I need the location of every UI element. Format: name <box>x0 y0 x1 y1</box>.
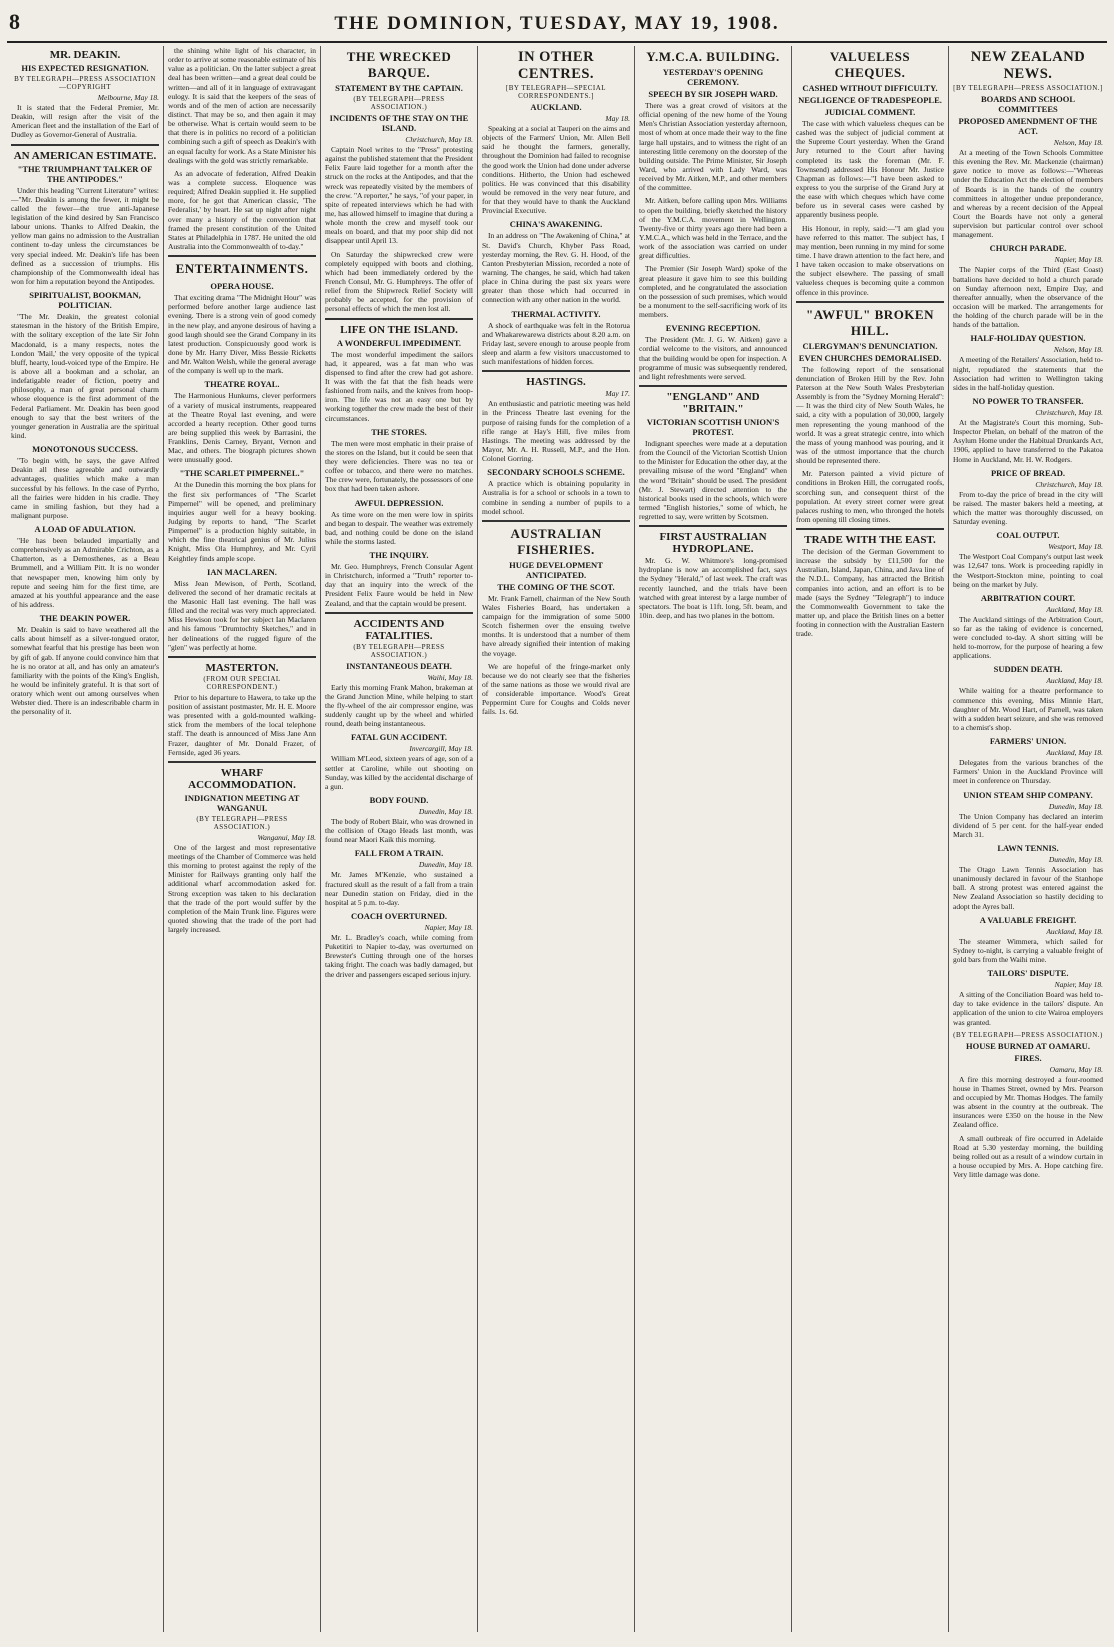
article-dateline: Dunedin, May 18. <box>418 860 473 870</box>
article <box>796 301 944 466</box>
divider <box>168 761 316 763</box>
article-text: Mr. Geo. Humphreys, French Consular Agent in Christchurch, informed a "Truth" reporter to-day that an inquiry into the wreck of the President Felix Faure would be held in New Zealand, and that the captain would be present. <box>325 562 473 608</box>
divider <box>482 370 630 372</box>
article-text: The most wonderful impediment the sailors had, it appeared, was a fat man who was dispensed to find after the crew had got ashore. It was with the fat that the fish heads were fashioned from nails, and the knives from hoop-iron. The life was not an easy one but by working together the crew made the best of their circumstances. <box>325 349 473 423</box>
article-section-heading: CHINA'S AWAKENING. <box>509 219 603 230</box>
article-text: A practice which is obtaining popularity in Australia is for a school or schools in a town to combine in sending a number of pupils to a model school. <box>482 479 630 516</box>
divider <box>482 520 630 522</box>
article-dateline: Nelson, May 18. <box>1053 345 1103 355</box>
column-7 <box>949 46 1107 1632</box>
article-section-heading: FIRES. <box>1014 1052 1042 1063</box>
article-dateline: Auckland, May 18. <box>1046 676 1103 686</box>
article-text: As an advocate of federation, Alfred Deakin was a complete success. Eloquence was required; Alfred Deakin supplied it. He supplied more, for he got that American classic, 'The Federalist,' by heart. He sat up night after night over many a history of the convention that framed the present constitution of the United States at Philadelphia in 1787. He united the old Australia into the Commonwealth of to-day." <box>168 168 316 251</box>
article-byline: (BY TELEGRAPH—PRESS ASSOCIATION.) <box>953 1030 1103 1039</box>
article-text: The body of Robert Blair, who was drowned in the collision of Otago Heads last month, was found near Maori Kaik this morning. <box>325 817 473 845</box>
article <box>325 732 473 791</box>
article-dateline: Christchurch, May 18. <box>405 135 473 144</box>
article-dateline: Auckland, May 18. <box>1046 748 1103 758</box>
article-section-heading: ARBITRATION COURT. <box>980 592 1076 603</box>
article-headline: "ENGLAND" AND "BRITAIN." <box>666 390 760 415</box>
article-text: The Auckland sittings of the Arbitration Court, so far as the taking of evidence is concerned, were concluded to-day. A short sitting will be held to-morrow, for the purpose of hearing a few applications. <box>953 614 1103 661</box>
article-text: We are hopeful of the fringe-market only because we do not clearly see that the fisheries of the same nations as those we would rival are of considerable importance. Wood's Great Peppermint Cure for Coughs and Colds never fails. 1s. 6d. <box>482 661 630 717</box>
article-section-heading: THE DEAKIN POWER. <box>39 613 131 624</box>
article-byline: [BY TELEGRAPH—SPECIAL CORRESPONDENTS.] <box>505 84 607 100</box>
article-section-heading: EVEN CHURCHES DEMORALISED. <box>798 352 942 363</box>
article <box>325 795 473 844</box>
article-section-heading: HOUSE BURNED AT OAMARU. <box>966 1040 1090 1051</box>
article <box>11 613 159 716</box>
article-section-heading: THE INQUIRY. <box>369 550 429 561</box>
article <box>325 427 473 494</box>
article <box>168 761 316 934</box>
article <box>796 469 944 524</box>
columns <box>7 46 1107 1632</box>
article-text: A shock of earthquake was felt in the Rotorua and Whakarewarewa districts about 8.20 a.m. on Friday last, severe enough to arouse people from sleep and alarm a few visitors unaccustomed to such manifestations of hidden forces. <box>482 320 630 367</box>
divider <box>168 656 316 658</box>
article-headline: MASTERTON. <box>205 661 279 674</box>
article-subhead: "THE TRIUMPHANT TALKER OF THE ANTIPODES." <box>17 163 153 184</box>
article-subhead: CASHED WITHOUT DIFFICULTY. <box>802 83 938 93</box>
article-headline: TRADE WITH THE EAST. <box>804 534 936 547</box>
divider <box>325 612 473 614</box>
article-dateline: Invercargill, May 18. <box>409 744 473 754</box>
article-byline: (FROM OUR SPECIAL CORRESPONDENT.) <box>203 674 281 691</box>
article <box>11 524 159 609</box>
article-dateline: Dunedin, May 18. <box>1048 855 1103 865</box>
article-text: From to-day the price of bread in the city will be raised. The master bakers held a meeting, at which the matter was thoroughly discussed, on Saturday evening. <box>953 489 1103 527</box>
article-headline: THE WRECKED BARQUE. <box>346 49 452 80</box>
article <box>953 664 1103 732</box>
article-dateline: Dunedin, May 18. <box>418 807 473 817</box>
article <box>325 550 473 608</box>
article-text: Mr. Aitken, before calling upon Mrs. Williams to open the building, briefly sketched the history of the Y.M.C.A. movement in Wellington. Twenty-five or thirty years ago there had been a Y.M.C.A., which was held in the Terrace, and the work of the association was carried on under great difficulties. <box>639 196 787 261</box>
article-byline: [BY TELEGRAPH—PRESS ASSOCIATION.] <box>953 84 1103 92</box>
article <box>796 49 944 220</box>
column-6 <box>792 46 949 1632</box>
article <box>953 468 1103 527</box>
article-text: The Premier (Sir Joseph Ward) spoke of the great pleasure it gave him to see this building completed, and he congratulated the association on the possession of such premises, which would be a monument to the self-sacrificing work of its members. <box>639 264 787 320</box>
article-headline: LIFE ON THE ISLAND. <box>340 323 458 336</box>
article-section-heading: LAWN TENNIS. <box>997 843 1059 854</box>
article-text: A meeting of the Retailers' Association, held to-night, repudiated the statements that the Association had written to Wellington taking sides in the half-holiday question. <box>953 355 1103 392</box>
article-dateline: Dunedin, May 18. <box>1048 801 1103 811</box>
article-text: The steamer Wimmera, which sailed for Sydney to-night, is carrying a valuable freight of gold bars from the Waihi mine. <box>953 936 1103 965</box>
article-text: While waiting for a theatre performance to commence this evening, Miss Minnie Hart, daughter of Mr. Wood Hart, of Parnell, was taken with a sudden heart seizure, and she was removed to a chemist's shop. <box>953 686 1103 733</box>
article <box>168 169 316 251</box>
article <box>325 250 473 314</box>
article <box>11 290 159 440</box>
article-dateline: Melbourne, May 18. <box>97 93 159 102</box>
article <box>953 49 1103 239</box>
article <box>168 255 316 277</box>
article-subhead: CLERGYMAN'S DENUNCIATION. <box>802 340 938 351</box>
article <box>639 323 787 381</box>
article-section-heading: CHURCH PARADE. <box>989 243 1067 254</box>
article-dateline: Auckland, May 18. <box>1046 926 1103 936</box>
article-dateline: Wanganui, May 18. <box>257 832 316 842</box>
article-text: The Otago Lawn Tennis Association has unanimously declared in favour of the Stanhope ball. A strong protest was entered against the New Zealand Association so hastily deciding to adopt the Ayres ball. <box>953 865 1103 911</box>
article-section-heading: SPIRITUALIST, BOOKMAN, POLITICIAN. <box>29 290 141 311</box>
article-headline: ENTERTAINMENTS. <box>175 261 309 277</box>
article-subhead: VICTORIAN SCOTTISH UNION'S PROTEST. <box>646 416 780 437</box>
article <box>639 264 787 319</box>
article-byline: BY TELEGRAPH—PRESS ASSOCIATION—COPYRIGHT <box>14 75 156 91</box>
article-section-heading: NO POWER TO TRANSFER. <box>972 395 1084 406</box>
article <box>482 662 630 717</box>
article <box>482 309 630 367</box>
article-text: Mr. Paterson painted a vivid picture of conditions in Broken Hill, the corrugated roofs, scorching sun, and consequent thirst of the population. At every street corner were great palaces rushing to men, who thronged the hotels from opening till closing times. <box>796 469 944 524</box>
article-dateline: Napier, May 18. <box>1054 255 1103 265</box>
article-text: the shining white light of his character, in order to arrive at some reasonable estimate of his value as a politician. On the latter subject a great deal has been written—and a great deal could be written—and all of it in language of extravagant eulogy. It is said that the keepers of the seas of words and of the men of action are necessarily distinct. That may be so, and then again it may be otherwise. What is certain would seem to be that there is in politics no record of a politician combining such a gift of speech as Deakin's with an equal faculty for work. As a State Minister his dealings with the gold was strictly remarkable. <box>168 46 316 165</box>
article <box>325 49 473 246</box>
divider <box>639 525 787 527</box>
article-section-heading: A LOAD OF ADULATION. <box>34 524 136 535</box>
article <box>953 736 1103 785</box>
article-section-heading: FALL FROM A TRAIN. <box>354 848 444 859</box>
article-subhead: HIS EXPECTED RESIGNATION. <box>21 63 149 73</box>
article-text: Early this morning Frank Mahon, brakeman at the Grand Junction Mine, while helping to start the fly-wheel of the air compressor engine, was suddenly caught up by the wheel and whirled round, death being instantaneous. <box>325 682 473 729</box>
article-dateline: Nelson, May 18. <box>1053 138 1103 147</box>
article-dateline: May 18. <box>605 114 630 123</box>
article-text: Indignant speeches were made at a deputation from the Council of the Victorian Scottish Union to the Minister for Education the other day, at the prevailing misuse of the word "England" when the word "Britain" should be used. The president (Mr. J. Stewart) directed attention to the historical books used in the schools, which were termed "English histories," some of which, he regretted to say, were written by Scotsmen. <box>639 438 787 522</box>
article <box>482 219 630 304</box>
article-text: Mr. Deakin is said to have weathered all the calls about himself as a silver-tongued orator, somewhat fearful that his prestige has been won by gift of gab. If anyone could convince him that he is no orator at all, and has only an amateur's familiarity with the points of the King's English, he would be infinitely grateful. It is that sort of oratory which went out among ourselves when Webster died. There is an indescribable charm in the personality of it. <box>11 625 159 717</box>
article-section-heading: PRICE OF BREAD. <box>990 467 1066 478</box>
article-section-heading: OPERA HOUSE. <box>210 281 274 292</box>
article-text: Mr. L. Bradley's coach, while coming from Puketitiri to Napier to-day, was overturned on Brewster's Cutting through one of the horses taking fright. The coach was badly damaged, but the driver and passengers escaped serious injury. <box>325 933 473 979</box>
article <box>796 224 944 297</box>
article-section-heading: EVENING RECEPTION. <box>665 323 761 334</box>
article-subhead: A WONDERFUL IMPEDIMENT. <box>336 337 462 348</box>
article <box>953 1031 1103 1130</box>
article-section-heading: THEATRE ROYAL. <box>204 379 280 390</box>
article-subhead: STATEMENT BY THE CAPTAIN. <box>335 83 463 93</box>
article <box>325 911 473 979</box>
article-section-heading: HALF-HOLIDAY QUESTION. <box>970 333 1086 344</box>
article-dateline: Auckland, May 18. <box>1046 604 1103 614</box>
article-text: Prior to his departure to Hawera, to take up the position of assistant postmaster, Mr. H. E. Moore was presented with a gold-mounted walking-stick from the members of the local telephone staff. The death is announced of Miss Jane Ann Frazer, daughter of Mr. Donald Frazer, of Fernside, aged 36 years. <box>168 692 316 757</box>
article-section-heading: JUDICIAL COMMENT. <box>824 107 916 117</box>
article <box>953 243 1103 329</box>
article <box>953 968 1103 1027</box>
article-text: At the Magistrate's Court this morning, Sub-Inspector Phelan, on behalf of the matron of the Asylum Home under the Habitual Drunkards Act, 1906, applied to have transferred to the Pakatoa Home in Auckland, Mr. H. W. Rodgers. <box>953 417 1103 464</box>
article-subhead: HUGE DEVELOPMENT ANTICIPATED. <box>509 559 603 580</box>
article-section-heading: PROPOSED AMENDMENT OF THE ACT. <box>958 116 1098 136</box>
article-section-heading: SPEECH BY SIR JOSEPH WARD. <box>648 89 778 99</box>
article-section-heading: INSTANTANEOUS DEATH. <box>346 660 452 671</box>
article <box>482 520 630 658</box>
article-text: A small outbreak of fire occurred in Adelaide Road at 5.30 yesterday morning, the building being rolled out as a result of a window curtain in a house occupied by Mrs. A. Hope catching fire. Very little damage was done. <box>953 1133 1103 1180</box>
article-dateline: Christchurch, May 18. <box>1035 407 1103 417</box>
article <box>11 49 159 140</box>
article-section-heading: BODY FOUND. <box>369 795 429 806</box>
newspaper-page <box>7 7 1107 1633</box>
article-section-heading: FARMERS' UNION. <box>989 736 1067 747</box>
article-headline: AUSTRALIAN FISHERIES. <box>510 525 602 557</box>
article-section-heading: AWFUL DEPRESSION. <box>354 497 444 508</box>
article <box>325 848 473 907</box>
article-dateline: May 17. <box>605 389 630 399</box>
article <box>639 196 787 260</box>
article <box>325 612 473 729</box>
article-text: The decision of the German Government to increase the subsidy by £11,500 for the Australian, Island, Japan, China, and Java line of the N.D.L. Company, has attracted the British companies into action, and an effort is to be made (says the Sydney "Telegraph") to induce the Commonwealth Government to take the matter up, and place the British lines on a better footing in connection with the Australian Eastern trade. <box>796 547 944 639</box>
article <box>11 444 159 520</box>
divider <box>11 144 159 146</box>
article <box>11 144 159 287</box>
column-3 <box>321 46 478 1632</box>
article-text: The men were most emphatic in their praise of the stores on the Island, but it could be seen that they were deficiencies. There was no tea or coffee or tobacco, and there were no matches. The crew were, fortunately, the possessors of one box that had been taken ashore. <box>325 438 474 494</box>
article <box>953 593 1103 661</box>
article-section-heading: COACH OVERTURNED. <box>350 911 448 922</box>
article-dateline: Christchurch, May 18. <box>1035 479 1103 489</box>
article-text: The following report of the sensational denunciation of Broken Hill by the Rev. John Paterson at the New South Wales Presbyterian Assembly is from the "Sydney Morning Herald":— It was the third city of New South Wales, he said, a city with a population of 30,000, largely men representing the young manhood of the world. It was a great strategic centre, into which the mass of young manhood was pouring, and it was of the utmost importance that the church should be represented there. <box>796 364 944 466</box>
article <box>953 396 1103 464</box>
article-text: It is stated that the Federal Premier, Mr. Deakin, will resign after the visit of the American fleet and the installation of the Earl of Dudley as Governor-General of Australia. <box>11 103 159 140</box>
article-text: The Westport Coal Company's output last week was 12,647 tons. Work is proceeding rapidly in the Westport-Stockton mine, pointing to coal being on the market by July. <box>953 552 1103 589</box>
article-headline: AN AMERICAN ESTIMATE. <box>13 149 157 162</box>
article <box>639 49 787 192</box>
article-text: "To begin with, he says, the gave Alfred Deakin all these agreeable and outwardly advantages, qualities which make a man successful by his fellows. In the case of Pyrrho, all the fairies were hidden in his cradle. They came in smiling fashion, but they had a malignant purpose. <box>11 456 159 520</box>
article-text: Captain Noel writes to the "Press" protesting against the published statement that the President Felix Faure laid together for a month after the struck on the rocks at the Antipodes, and that the wreck was repeatedly visited by the members of the crew. "A reporter," he says, "of your paper, in spite of repeated interviews which he had with me, has allowed himself to imagine that during a whole month the crew and myself took our meals on board, and that my poor ship did not disappear until April 13. <box>325 145 473 246</box>
article-text: Speaking at a social at Tauperi on the aims and objects of the Farmers' Union, Mr. Allen Bell said he thought the farmers, generally, throughout the Dominion had failed to recognise the good work the Union had done under adverse conditions. Hitherto, the Union had eschewed politics. He was convinced that this disability would be removed in the very near future, and for that they would have to thank the Auckland Provincial Executive. <box>482 124 630 216</box>
article-text: As time wore on the men were low in spirits and began to despair. The weather was extremely bad, and nothing could be done on the island while the storms lasted. <box>325 509 473 546</box>
article-section-heading: SUDDEN DEATH. <box>993 664 1063 675</box>
article <box>482 49 630 215</box>
column-4 <box>478 46 635 1632</box>
article-dateline: Napier, May 18. <box>1054 980 1103 990</box>
article-dateline: Napier, May 18. <box>424 923 473 933</box>
divider <box>639 385 787 387</box>
article-text: On Saturday the shipwrecked crew were completely equipped with boots and clothing, which had been immediately ordered by the French Consul, Mr. G. Humphreys. The offer of relief from the Shipwreck Relief Society will probably be accepted, for the provision of personal effects of which the men lost all. <box>325 249 473 314</box>
article <box>168 46 316 165</box>
article-text: The Napier corps of the Third (East Coast) battalions have decided to hold a church parade on Sunday afternoon next, Empire Day, and thereafter annually, when the observance of the occasion will be marked. The arrangements for the holding of the church parade will be in the hands of the battalion. <box>953 265 1103 330</box>
article-section-heading: INCIDENTS OF THE STAY ON THE ISLAND. <box>329 113 469 133</box>
article <box>953 843 1103 911</box>
article-headline: "AWFUL" BROKEN HILL. <box>806 306 934 338</box>
article-headline: FIRST AUSTRALIAN HYDROPLANE. <box>659 531 767 556</box>
article-text: That exciting drama "The Midnight Hour" was performed before another large audience last evening. There is a strong vein of good comedy in the new play, and anyone desirous of having a good laugh should see the Grand Company in its latest production. Conspicuously good work is done by Mr. Harry Diver, Miss Bessie Ricketts and Mr. Walton Welsh, while the general average of the company is well up to the mark. <box>168 293 316 376</box>
article-text: At the Dunedin this morning the box plans for the first six performances of "The Scarlet Pimpernel" will be opened, and preliminary inquiries augur well for a heavy booking. Judging by reports to hand, "The Scarlet Pimpernel" is a production highly suitable, in which the fine theatrical genius of Mr. Julius Knight, Miss Ola Humphrey, and Mr. Cyril Keightley finds ample scope. <box>168 480 316 563</box>
article-text: "The Mr. Deakin, the greatest colonial statesman in the history of the British Empire, with the solitary exception of the late Sir John Macdonald, is a many respects, notes the London 'Mail,' the very opposite of the typical bluff, hearty, loud-voiced type of the Empire. He is above all a bookman and a scholar, an indefatigable reader of fiction, poetry and philosophy, a man of great personal charm whose eloquence is the first adornment of the Federal Parliament. Mr. Deakin has been good enough to say that the best writers of the younger generation in Australia are the spiritual kind. <box>11 312 159 440</box>
article-text: The Harmonious Hunkums, clever performers of a variety of musical instruments, reappeared at the Theatre Royal last evening, and were accorded a hearty reception. Other good turns are being supplied this week by Barrasini, the Franklins, Denis Carney, Bryant, Vernon and Mac, and others. The biograph pictures shown were unusually good. <box>168 391 316 465</box>
page-number: 8 <box>9 9 20 34</box>
article-section-heading: NEGLIGENCE OF TRADESPEOPLE. <box>798 95 942 105</box>
article-text: The President (Mr. J. G. W. Aitken) gave a cordial welcome to the visitors, and announced that the building would be open for inspection. A programme of music was subsequently rendered, and light refreshments were served. <box>639 335 787 381</box>
article-text: In an address on "The Awakening of China," at St. David's Church, Khyber Pass Road, yesterday morning, the Rev. G. H. Hood, of the Canton Presbyterian Mission, recorded a note of warning. The changes, he said, which had taken place in China during the past six years were greater than those which had occurred in connection with any other nation in the world. <box>482 231 630 305</box>
article-text: William M'Leod, sixteen years of age, son of a settler at Caroline, while out shooting on Sunday, was killed by the accidental discharge of a gun. <box>325 754 473 791</box>
article-byline: (BY TELEGRAPH—PRESS ASSOCIATION.) <box>353 95 445 111</box>
article <box>953 333 1103 392</box>
article-text: Mr. G. W. Whitmore's long-promised hydroplane is now an accomplished fact, says the Sydney "Herald," of last week. The craft was recently launched, and the trials have been watched with great interest by a large number of spectators. The boat is 11ft. long, 5ft. beam, and 10in. deep, and has two planes in the bottom. <box>639 556 787 621</box>
article-section-heading: THE COMING OF THE SCOT. <box>497 581 615 592</box>
article-section-heading: SECONDARY SCHOOLS SCHEME. <box>487 467 625 478</box>
article-dateline: Oamaru, May 18. <box>1049 1064 1103 1074</box>
masthead <box>7 7 1107 43</box>
article-dateline: Waihi, May 18. <box>427 672 473 682</box>
article-section-heading: IAN MACLAREN. <box>207 566 277 577</box>
article <box>953 915 1103 964</box>
article-headline: Y.M.C.A. BUILDING. <box>646 49 780 64</box>
article <box>953 790 1103 839</box>
article-text: Mr. James M'Kenzie, who sustained a fractured skull as the result of a fall from a train near Dunedin station on Friday, died in the hospital at 5 p.m. to-day. <box>325 870 473 907</box>
article-text: At a meeting of the Town Schools Committee this evening the Rev. Mr. Mackenzie (chairman) gave notice to move as follows:—"Whereas under the Education Act the election of members of Boards is in the hands of the country committees in altogether undue preponderance, and whereas by a recent decision of the Appeal Court the Boards have not only a general supervision but particular control over school management. <box>953 148 1103 240</box>
article <box>168 468 316 562</box>
article-text: There was a great crowd of visitors at the official opening of the new home of the Young Men's Christian Association yesterday afternoon, most of whom at once made their way to the fine large hall upstairs, and to witness the right of an interesting little ceremony on the doorstep of the building outside. The Prime Minister, Sir Joseph Ward, who arrived with Lady Ward, was received by Mr. Aitken, M.P., and other members of the committee. <box>639 101 787 193</box>
article <box>482 370 630 463</box>
article-section-heading: "THE SCARLET PIMPERNEL." <box>179 468 305 479</box>
article-section-heading: BOARDS AND SCHOOL COMMITTEES <box>981 94 1075 114</box>
article-section-heading: THERMAL ACTIVITY. <box>511 308 601 319</box>
column-5 <box>635 46 792 1632</box>
column-2 <box>164 46 321 1632</box>
article-section-heading: FATAL GUN ACCIDENT. <box>351 732 447 743</box>
article <box>482 467 630 516</box>
article-byline: (BY TELEGRAPH—PRESS ASSOCIATION.) <box>196 814 288 831</box>
article-section-heading: UNION STEAM SHIP COMPANY. <box>963 789 1093 800</box>
article-section-heading: MONOTONOUS SUCCESS. <box>32 444 138 455</box>
article-section-heading: THE STORES. <box>371 426 427 437</box>
column-1 <box>7 46 164 1632</box>
article-text: A fire this morning destroyed a four-roomed house in Thames Street, owned by Mrs. Pearson and occupied by Mr. Thomas Hodges. The family was absent in the country at the outbreak. The insurances were £350 on the house in the New Zealand office. <box>953 1074 1103 1130</box>
article-headline: NEW ZEALAND NEWS. <box>970 49 1086 82</box>
article <box>168 656 316 757</box>
article-subhead: INDIGNATION MEETING AT WANGANUI. <box>184 792 300 813</box>
article-text: The Union Company has declared an interim dividend of 5 per cent. for the half-year ended March 31. <box>953 811 1103 839</box>
article-headline: IN OTHER CENTRES. <box>517 49 595 82</box>
article-section-heading: COAL OUTPUT. <box>996 530 1060 541</box>
article-text: Miss Jean Mewison, of Perth, Scotland, delivered the second of her dramatic recitals at the Masonic Hall last evening. The hall was filled and the recital was very much appreciated. Miss Hewison took for her subject Ian Maclaren and his famous "Drumtochty Sketches," and in her delineations of the rugged figure of the "glen" was perfectly at home. <box>168 578 316 652</box>
article <box>325 318 473 423</box>
article <box>639 385 787 521</box>
divider <box>168 255 316 257</box>
article <box>953 530 1103 589</box>
article-subhead: YESTERDAY'S OPENING CEREMONY. <box>662 67 764 87</box>
article-text: One of the largest and most representative meetings of the Chamber of Commerce was held this morning to protest against the reply of the Minister for Railways granting only half the additional wharf accommodation asked for. Strong exception was taken to his declaration that the trade of the port would suffer by the completion of the Main Trunk line. Figures were quoted showing that the trade of the port had largely increased. <box>168 842 316 935</box>
divider <box>796 301 944 303</box>
article-headline: MR. DEAKIN. <box>49 49 121 61</box>
article-headline: ACCIDENTS AND FATALITIES. <box>353 617 445 642</box>
article-section-heading: AUCKLAND. <box>530 102 582 112</box>
article-text: His Honour, in reply, said:—"I am glad you have referred to this matter. The subject has, I may mention, been running in my mind for some time. I have drawn attention to the fact here, and I have taken occasion to make observations on the subject elsewhere. The passing of small valueless cheques is becoming quite a common offence in this province. <box>796 223 944 297</box>
article <box>168 567 316 652</box>
article-text: A sitting of the Conciliation Board was held to-day to take evidence in the tailors' dispute. An application of the union to cite Wairoa employers was granted. <box>953 990 1103 1027</box>
article-dateline: Westport, May 18. <box>1048 542 1103 552</box>
article <box>168 379 316 464</box>
divider <box>796 528 944 530</box>
article <box>796 528 944 638</box>
article <box>168 281 316 375</box>
article-text: The case with which valueless cheques can be cashed was the subject of judicial comment at the Supreme Court yesterday. When the Grand Jury returned to the Court after having completed its task the foreman (Mr. F. Townsend) addressed His Honour Mr. Justice Chapman as follows:—"I have been asked to express to you the surprise of the Grand Jury at the ease with which cheques which have come before us in several cases were cashed by apparently business people. <box>796 119 944 220</box>
article-text: "He has been belauded impartially and comprehensively as an Admirable Crichton, as a Chatterton, as a Demosthenes, as a Beau Brummell, and a William Pitt. It is no wonder that newspaper men, knowing him only by repute and seeing him for the first time, are amazed at his youthful appearance and the ease of his address. <box>11 536 159 610</box>
article-headline: VALUELESS CHEQUES. <box>829 49 911 80</box>
article-headline: WHARF ACCOMMODATION. <box>188 766 296 791</box>
article-headline: HASTINGS. <box>526 376 586 389</box>
article <box>639 525 787 620</box>
article <box>325 498 473 547</box>
article-text: Under this heading "Current Literature" writes:—"Mr. Deakin is among the fewer, it might be called the fewer—the true anti-Japanese legislation of the kind desired by San Francisco labour unions. Thanks to Alfred Deakin, the yellow man gains no admission to the Australian continent to-day unless the circumstances be very special indeed. Mr. Deakin's life has been defined as a succession of triumphs. His championship of the Commonwealth ideal has won for him a reputation beyond the Antipodes. <box>11 185 159 286</box>
article-text: Mr. Frank Farnell, chairman of the New South Wales Fisheries Board, has undertaken a campaign for the immigration of some 5000 Scotch fishermen over the ensuing twelve months. It is understood that a number of them have already signified their intention of making the voyage. <box>482 593 630 658</box>
article-text: An enthusiastic and patriotic meeting was held in the Princess Theatre last evening for the purpose of raising funds for the completion of a rifle range at Hay's Hill, five miles from Hastings. The meeting was addressed by the Mayor, Mr. A. H. Russell, M.P., and the Hon. Colonel Gorring. <box>482 399 630 464</box>
article <box>953 1134 1103 1180</box>
divider <box>325 318 473 320</box>
article-byline: (BY TELEGRAPH—PRESS ASSOCIATION.) <box>353 642 445 659</box>
masthead-title: THE DOMINION, TUESDAY, MAY 19, 1908. <box>334 13 780 34</box>
article-section-heading: TAILORS' DISPUTE. <box>987 968 1069 979</box>
article-section-heading: A VALUABLE FREIGHT. <box>979 914 1077 925</box>
article-text: Delegates from the various branches of the Farmers' Union in the Auckland Province will meet in conference on Thursday. <box>953 758 1103 786</box>
